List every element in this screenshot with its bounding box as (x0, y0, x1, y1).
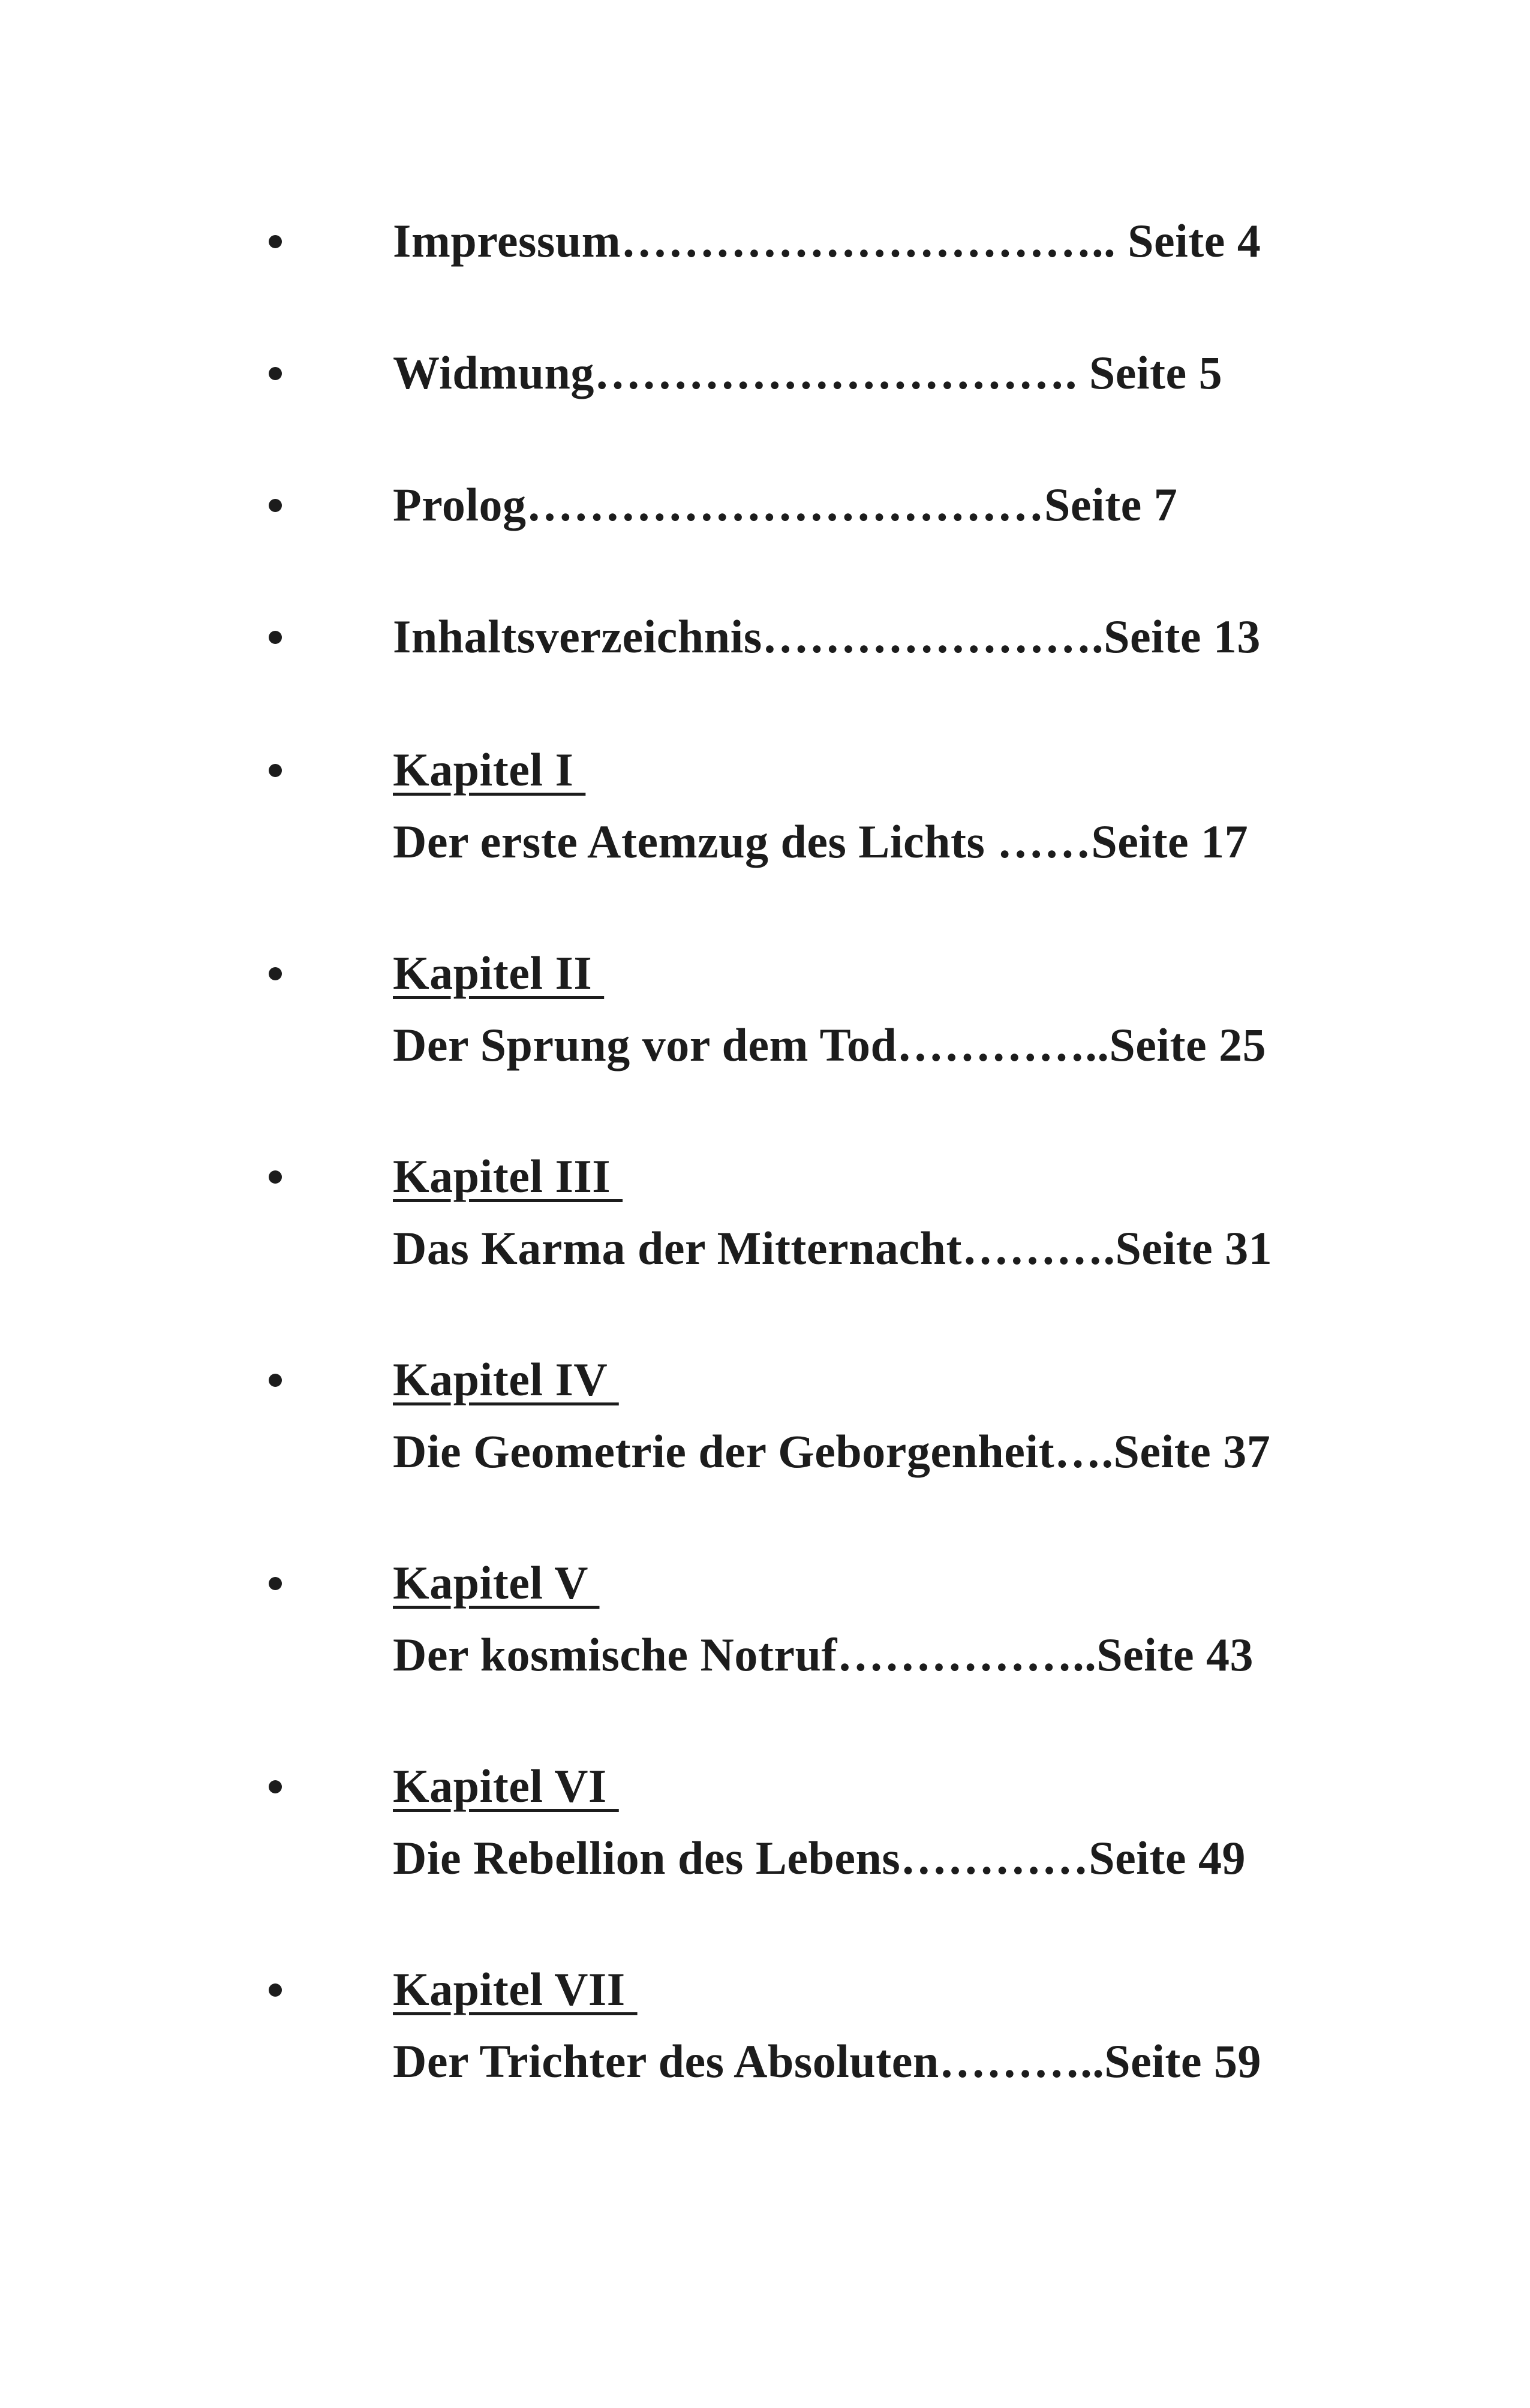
toc-entry-title: Prolog……………………………Seite 7 (393, 478, 1178, 531)
toc-entry-title: Widmung…………………………. Seite 5 (393, 347, 1223, 399)
chapter-label: Kapitel II (393, 947, 605, 999)
chapter-label: Kapitel V (393, 1557, 600, 1609)
toc-entry-title: Die Geometrie der Geborgenheit….Seite 37 (393, 1425, 1271, 1477)
bullet-icon (269, 1780, 282, 1793)
chapter-label: Kapitel VII (393, 1963, 638, 2015)
toc-entry-title: Die Rebellion des Lebens…………Seite 49 (393, 1832, 1246, 1884)
bullet-icon (269, 367, 282, 380)
bullet-icon (269, 1983, 282, 1997)
toc-entry-title: Das Karma der Mitternacht……….Seite 31 (393, 1222, 1273, 1274)
bullet-icon (269, 631, 282, 644)
bullet-icon (269, 1374, 282, 1387)
bullet-icon (269, 967, 282, 980)
chapter-label: Kapitel III (393, 1150, 623, 1202)
toc-entry-title: Der Trichter des Absoluten………..Seite 59 (393, 2035, 1261, 2087)
toc-entry-title: Der kosmische Notruf……………..Seite 43 (393, 1629, 1254, 1681)
chapter-label: Kapitel VI (393, 1760, 619, 1812)
bullet-icon (269, 764, 282, 777)
toc-entry-title: Der erste Atemzug des Lichts ……Seite 17 (393, 815, 1249, 868)
toc-entry-title: Der Sprung vor dem Tod…………..Seite 25 (393, 1019, 1267, 1071)
bullet-icon (269, 499, 282, 512)
toc-entry-title: Impressum………………………….. Seite 4 (393, 215, 1261, 267)
bullet-icon (269, 1577, 282, 1590)
bullet-icon (269, 1170, 282, 1184)
bullet-icon (269, 235, 282, 248)
chapter-label: Kapitel I (393, 744, 586, 796)
chapter-label: Kapitel IV (393, 1353, 619, 1405)
toc-entry-title: Inhaltsverzeichnis………………….Seite 13 (393, 610, 1261, 663)
